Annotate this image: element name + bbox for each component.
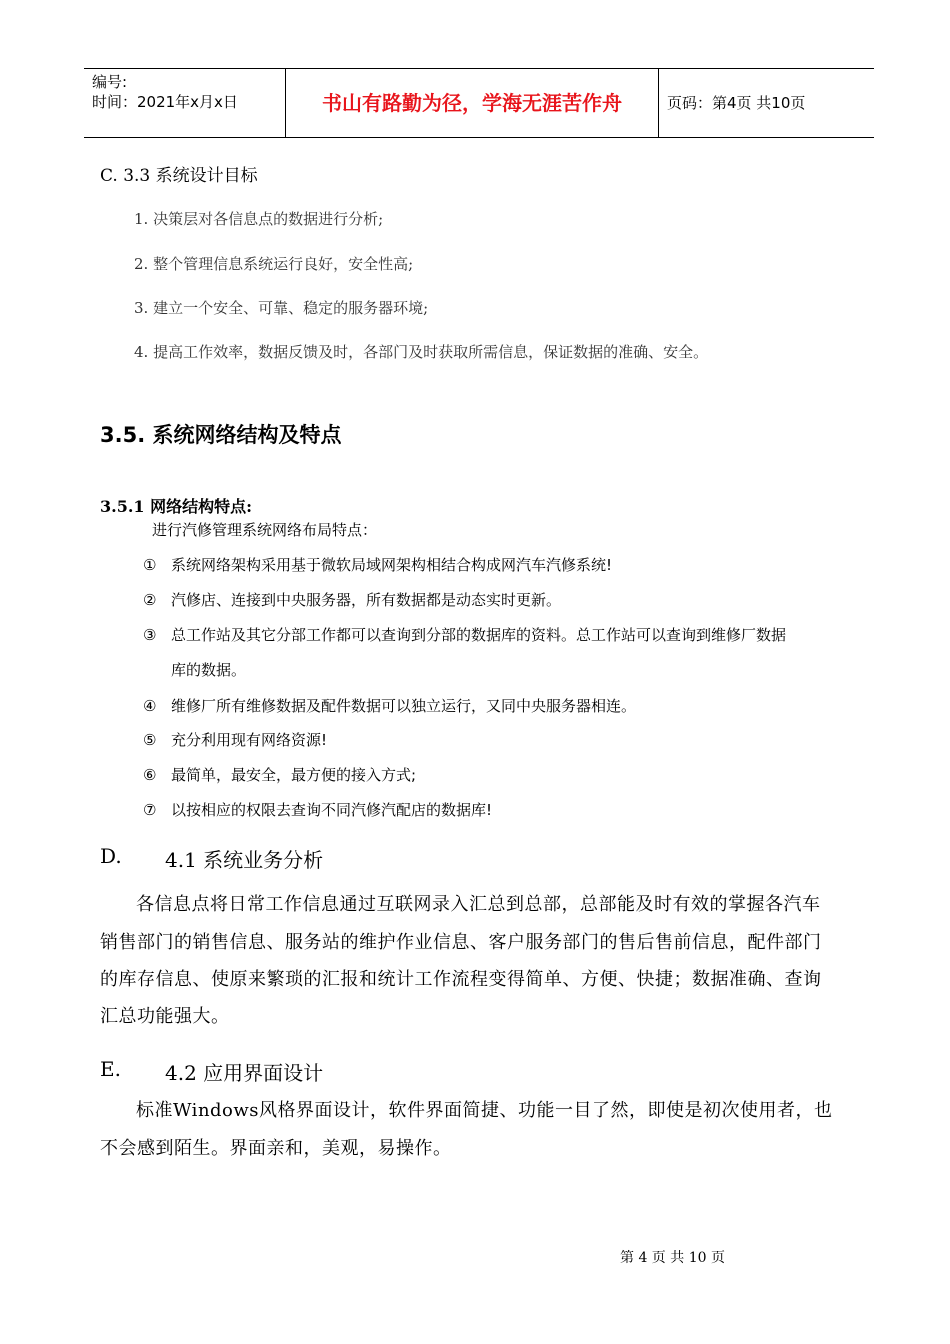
section-e-line-2: 不会感到陌生。界面亲和，美观，易操作。 — [100, 1138, 452, 1159]
item-number: ⑤ — [143, 731, 157, 749]
item-text: 充分利用现有网络资源! — [171, 731, 328, 749]
item-text: 维修厂所有维修数据及配件数据可以独立运行，又同中央服务器相连。 — [171, 697, 637, 715]
item-text: 最简单，最安全，最方便的接入方式; — [171, 766, 417, 784]
header-motto: 书山有路勤为径，学海无涯苦作舟 — [285, 69, 659, 137]
feature-item-6 — [143, 764, 416, 785]
feature-item-7 — [143, 799, 492, 820]
feature-item-5 — [143, 729, 327, 750]
section-c-item-2: 2. 整个管理信息系统运行良好，安全性高; — [134, 255, 414, 273]
section-35-heading: 3.5. 系统网络结构及特点 — [100, 423, 342, 447]
section-c-item-1: 1. 决策层对各信息点的数据进行分析; — [134, 210, 384, 228]
section-d-heading: 4.1 系统业务分析 — [165, 848, 324, 872]
feature-item-2 — [143, 589, 561, 610]
item-text: 总工作站及其它分部工作都可以查询到分部的数据库的资料。总工作站可以查询到维修厂数据 — [171, 626, 787, 644]
section-e-line-1: 标准Windows风格界面设计，软件界面简捷、功能一目了然，即使是初次使用者，也 — [136, 1100, 833, 1121]
header-page-label: 页码：第4页 共10页 — [667, 94, 806, 112]
number-label: 编号: — [92, 73, 128, 91]
item-text: 系统网络架构采用基于微软局域网架构相结合构成网汽车汽修系统! — [171, 556, 613, 574]
section-e-letter: E. — [100, 1057, 121, 1081]
item-number: ⑦ — [143, 801, 157, 819]
feature-item-4 — [143, 695, 636, 716]
section-d-line-1: 各信息点将日常工作信息通过互联网录入汇总到总部，总部能及时有效的掌握各汽车 — [136, 894, 821, 915]
feature-item-1 — [143, 554, 612, 575]
item-text: 以按相应的权限去查询不同汽修汽配店的数据库! — [171, 801, 493, 819]
feature-item-3-continued: 库的数据。 — [171, 661, 247, 679]
item-number: ④ — [143, 697, 157, 715]
section-c-item-4: 4. 提高工作效率，数据反馈及时，各部门及时获取所需信息，保证数据的准确、安全。 — [134, 343, 709, 361]
section-c-item-3: 3. 建立一个安全、可靠、稳定的服务器环境; — [134, 299, 429, 317]
section-d-line-2: 销售部门的销售信息、服务站的维护作业信息、客户服务部门的售后售前信息，配件部门 — [100, 932, 822, 953]
section-e-heading: 4.2 应用界面设计 — [165, 1061, 324, 1085]
section-351-heading: 3.5.1 网络结构特点: — [100, 497, 253, 516]
page-header — [84, 68, 874, 138]
item-text: 汽修店、连接到中央服务器，所有数据都是动态实时更新。 — [171, 591, 562, 609]
section-d-line-4: 汇总功能强大。 — [100, 1006, 230, 1027]
item-number: ⑥ — [143, 766, 157, 784]
section-35-intro: 进行汽修管理系统网络布局特点： — [152, 521, 378, 539]
item-number: ① — [143, 556, 157, 574]
section-d-letter: D. — [100, 844, 122, 868]
time-label: 时间：2021年x月x日 — [92, 93, 238, 111]
section-d-line-3: 的库存信息、使原来繁琐的汇报和统计工作流程变得简单、方便、快捷；数据准确、查询 — [100, 969, 822, 990]
page-footer: 第 4 页 共 10 页 — [620, 1250, 725, 1266]
feature-item-3 — [143, 624, 786, 645]
header-meta — [84, 69, 284, 137]
section-c-heading: C. 3.3 系统设计目标 — [100, 166, 258, 186]
item-number: ③ — [143, 626, 157, 644]
item-number: ② — [143, 591, 157, 609]
